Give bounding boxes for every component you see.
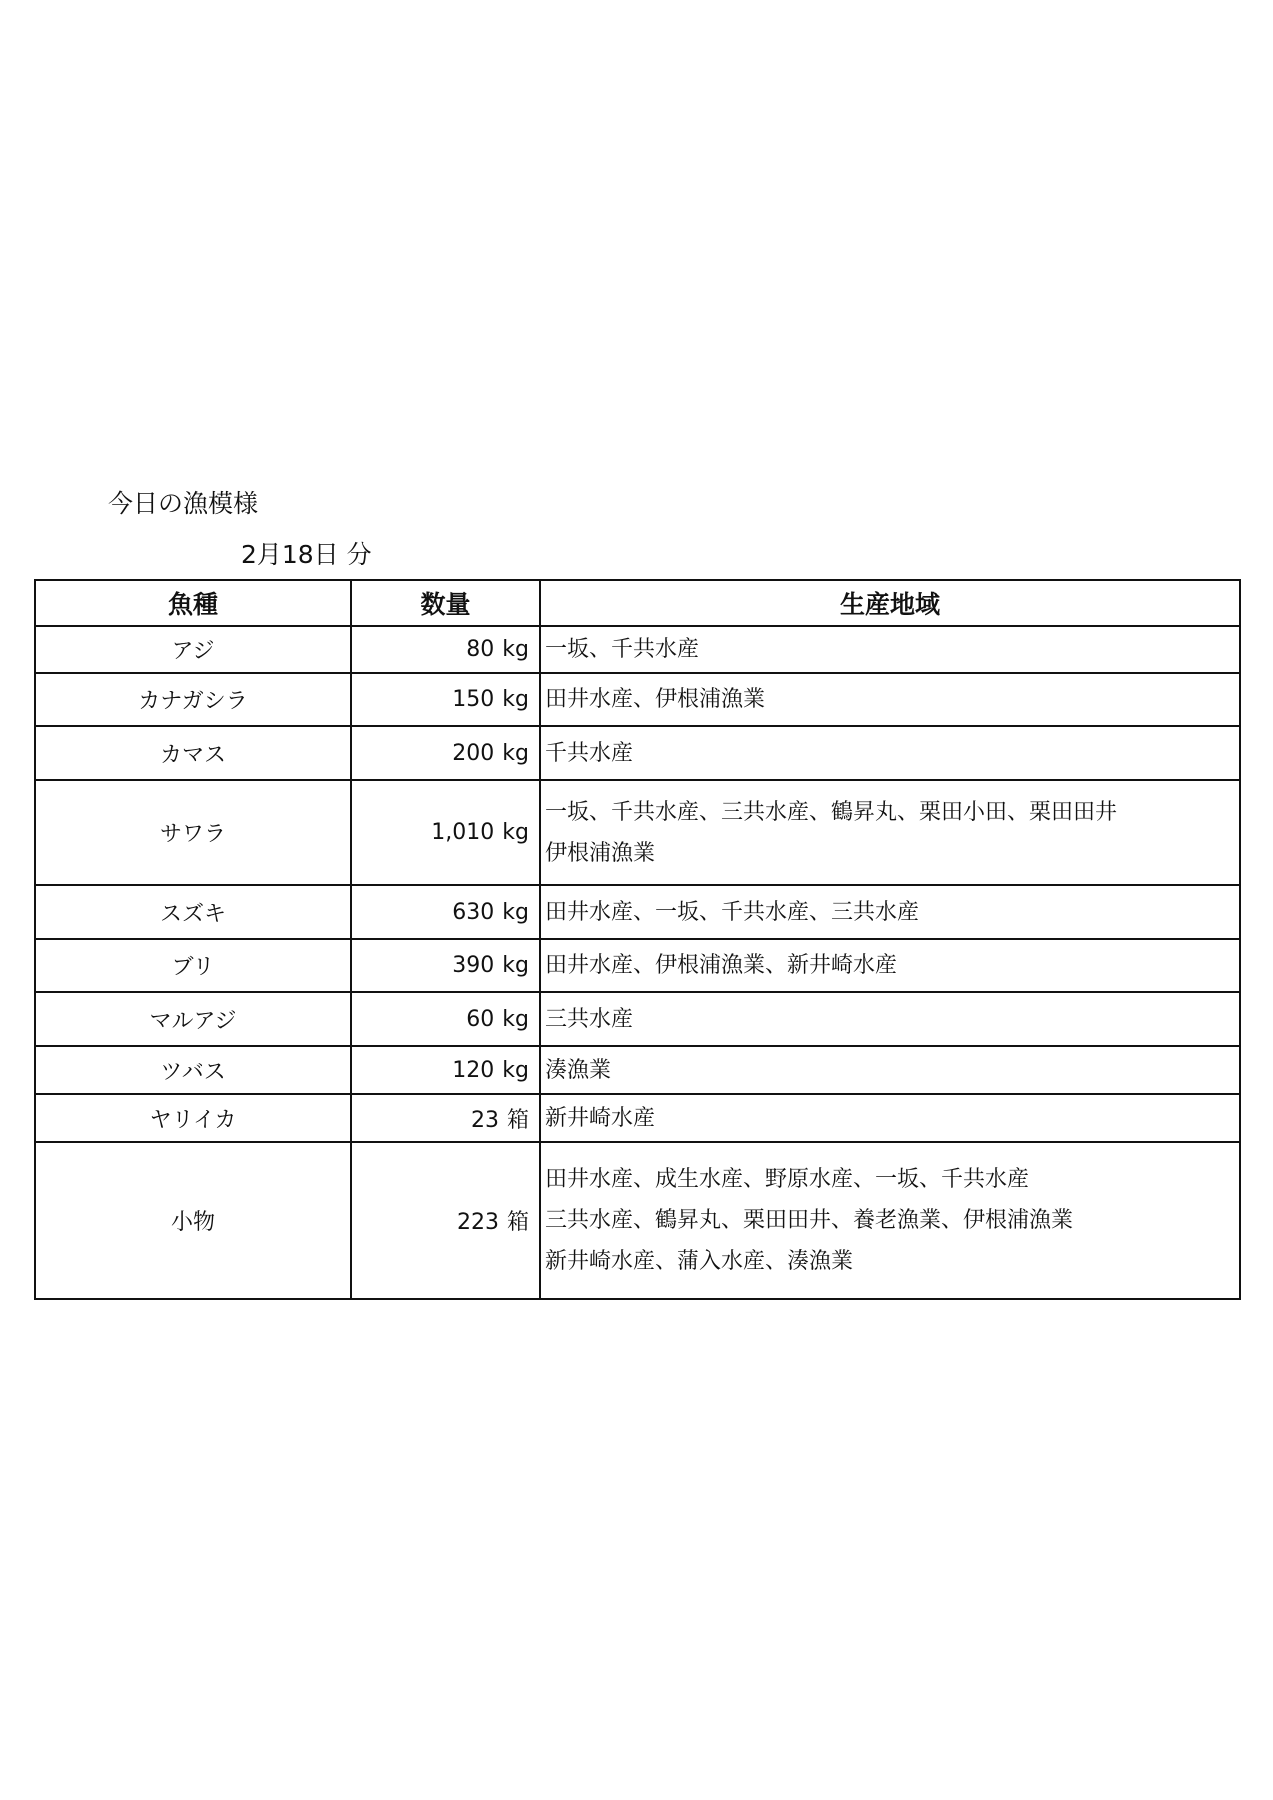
quantity-value: 630	[452, 899, 495, 925]
region-line: 伊根浦漁業	[545, 840, 656, 866]
region-line: 三共水産、鶴昇丸、栗田田井、養老漁業、伊根浦漁業	[545, 1208, 1074, 1233]
species-cell: スズキ	[35, 885, 351, 939]
quantity-value: 150	[452, 687, 495, 712]
table-row	[35, 626, 1240, 673]
region-cell	[540, 1046, 1240, 1094]
quantity-unit: kg	[502, 740, 529, 766]
region-cell	[540, 626, 1240, 673]
quantity-unit: kg	[502, 687, 529, 712]
region-line: 三共水産	[545, 1006, 634, 1032]
table-row	[35, 1094, 1240, 1142]
catch-table	[34, 579, 1241, 1300]
quantity-cell	[351, 992, 540, 1046]
species-cell: 小物	[35, 1142, 351, 1299]
region-line: 湊漁業	[545, 1057, 612, 1083]
region-line: 田井水産、成生水産、野原水産、一坂、千共水産	[545, 1167, 1030, 1192]
table-row	[35, 992, 1240, 1046]
species-cell: ヤリイカ	[35, 1094, 351, 1142]
region-cell	[540, 1142, 1240, 1299]
header-region: 生産地域	[540, 580, 1240, 626]
species-cell: サワラ	[35, 780, 351, 885]
table-row	[35, 939, 1240, 992]
quantity-cell	[351, 1094, 540, 1142]
quantity-value: 390	[452, 953, 495, 978]
table-header-row	[35, 580, 1240, 626]
region-line: 一坂、千共水産	[545, 637, 700, 662]
quantity-unit: kg	[502, 637, 529, 662]
quantity-value: 80	[466, 637, 495, 662]
species-cell: マルアジ	[35, 992, 351, 1046]
quantity-unit: kg	[502, 820, 529, 845]
region-line: 新井崎水産、蒲入水産、湊漁業	[545, 1249, 854, 1274]
quantity-cell	[351, 726, 540, 780]
table-row	[35, 673, 1240, 726]
quantity-cell	[351, 780, 540, 885]
header-species: 魚種	[35, 580, 351, 626]
species-cell: アジ	[35, 626, 351, 673]
quantity-unit: 箱	[506, 1210, 529, 1235]
quantity-value: 120	[452, 1057, 495, 1083]
quantity-value: 200	[452, 740, 495, 766]
quantity-unit: kg	[502, 1006, 529, 1032]
quantity-unit: kg	[502, 899, 529, 925]
quantity-value: 60	[466, 1006, 495, 1032]
table-row	[35, 885, 1240, 939]
quantity-unit: kg	[502, 1057, 529, 1083]
report-date: 2月18日 分	[241, 540, 372, 569]
species-cell: ブリ	[35, 939, 351, 992]
species-cell: カナガシラ	[35, 673, 351, 726]
quantity-cell	[351, 673, 540, 726]
quantity-value: 223	[456, 1210, 499, 1235]
region-line: 新井崎水産	[545, 1105, 656, 1131]
region-cell	[540, 726, 1240, 780]
quantity-cell	[351, 1046, 540, 1094]
species-cell: カマス	[35, 726, 351, 780]
region-cell	[540, 780, 1240, 885]
region-line: 一坂、千共水産、三共水産、鶴昇丸、栗田小田、栗田田井	[545, 799, 1118, 825]
region-cell	[540, 885, 1240, 939]
region-cell	[540, 939, 1240, 992]
region-line: 田井水産、伊根浦漁業、新井崎水産	[545, 953, 898, 978]
region-line: 田井水産、一坂、千共水産、三共水産	[545, 899, 920, 925]
region-cell	[540, 673, 1240, 726]
quantity-value: 23	[470, 1107, 499, 1133]
region-line: 千共水産	[545, 740, 634, 766]
quantity-unit: kg	[502, 953, 529, 978]
table-row	[35, 1142, 1240, 1299]
region-line: 田井水産、伊根浦漁業	[545, 687, 766, 712]
quantity-unit: 箱	[506, 1107, 529, 1133]
region-cell	[540, 992, 1240, 1046]
table-row	[35, 780, 1240, 885]
quantity-cell	[351, 1142, 540, 1299]
quantity-cell	[351, 939, 540, 992]
table-row	[35, 726, 1240, 780]
quantity-cell	[351, 626, 540, 673]
page-title: 今日の漁模様	[108, 489, 259, 518]
species-cell: ツバス	[35, 1046, 351, 1094]
quantity-value: 1,010	[431, 820, 495, 845]
table-row	[35, 1046, 1240, 1094]
quantity-cell	[351, 885, 540, 939]
header-quantity: 数量	[351, 580, 540, 626]
region-cell	[540, 1094, 1240, 1142]
